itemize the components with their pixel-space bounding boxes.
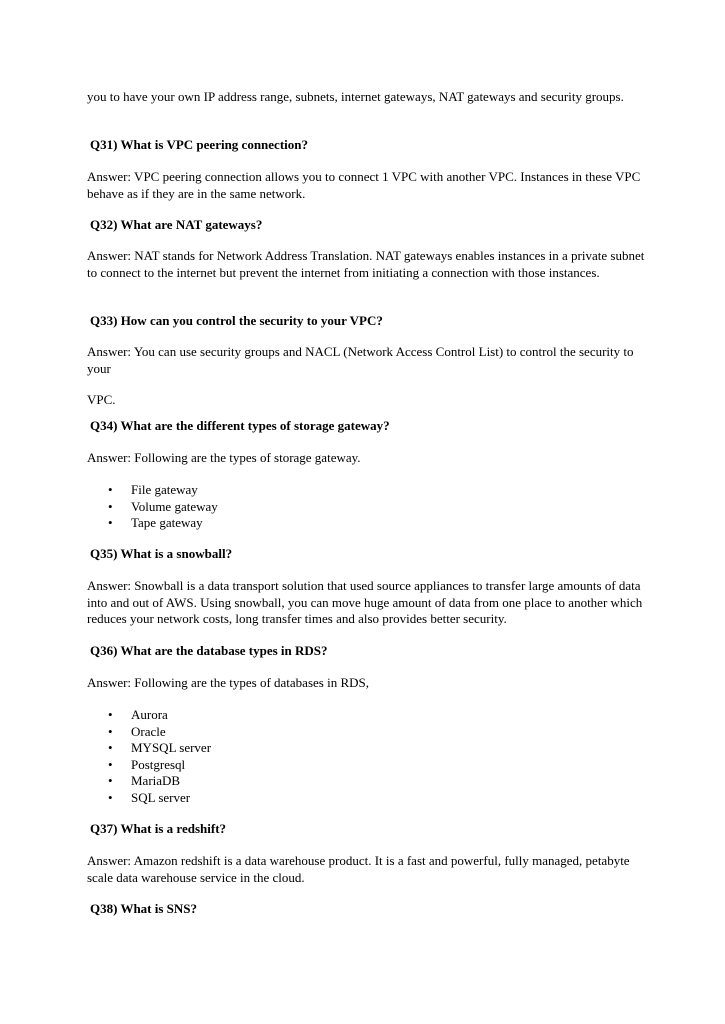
bullet-icon: • (108, 723, 113, 739)
bullet-icon: • (108, 756, 113, 772)
answer-q35: Answer: Snowball is a data transport solution that used source appliances to transfer large amounts of data into and out of AWS. Using snowball, you can move huge amount of data from one place to another which reduces your network costs, long transfer times and also provides better security. (87, 578, 643, 626)
answer-q31: Answer: VPC peering connection allows you to connect 1 VPC with another VPC. Instances in these VPC behave as if they are in the same network. (87, 169, 641, 201)
question-q38: Q38) What is SNS? (90, 901, 198, 916)
intro-paragraph: you to have your own IP address range, subnets, internet gateways, NAT gateways and security groups. (87, 89, 624, 104)
list-item: • Volume gateway (108, 498, 218, 514)
question-q34: Q34) What are the different types of storage gateway? (90, 418, 390, 433)
bullet-icon: • (108, 740, 113, 755)
answer-q32: Answer: NAT stands for Network Address Translation. NAT gateways enables instances in a private subnet to connect to the internet but prevent the internet from initiating a connection with those instances. (87, 248, 645, 280)
bullet-icon: • (108, 515, 113, 530)
bullet-icon: • (108, 773, 113, 788)
question-q37: Q37) What is a redshift? (90, 821, 227, 836)
list-item: • File gateway (108, 482, 198, 497)
question-q31: Q31) What is VPC peering connection? (90, 137, 308, 152)
list-item: • SQL server (108, 789, 191, 805)
question-q32: Q32) What are NAT gateways? (90, 217, 263, 232)
list-item: • MariaDB (108, 773, 181, 788)
question-q36: Q36) What are the database types in RDS? (90, 643, 328, 658)
list-item: • MYSQL server (108, 740, 212, 755)
rds-database-list (108, 707, 211, 806)
bullet-icon: • (108, 498, 113, 514)
answer-q33: Answer: You can use security groups and NACL (Network Access Control List) to control the security to your (87, 344, 634, 376)
answer-q33-continued: VPC. (87, 392, 116, 407)
bullet-icon: • (108, 482, 113, 497)
question-q33: Q33) How can you control the security to your VPC? (90, 313, 383, 328)
bullet-icon: • (108, 707, 113, 722)
answer-q36: Answer: Following are the types of databases in RDS, (87, 675, 369, 690)
answer-q34: Answer: Following are the types of storage gateway. (87, 450, 361, 465)
storage-gateway-list (108, 482, 218, 532)
answer-q37: Answer: Amazon redshift is a data warehouse product. It is a fast and powerful, fully managed, petabyte scale data warehouse service in the cloud. (87, 853, 630, 885)
list-item: • Aurora (108, 707, 168, 722)
list-item: • Tape gateway (108, 515, 203, 530)
question-q35: Q35) What is a snowball? (90, 546, 233, 561)
list-item: • Oracle (108, 723, 166, 739)
bullet-icon: • (108, 789, 113, 805)
list-item: • Postgresql (108, 756, 186, 772)
